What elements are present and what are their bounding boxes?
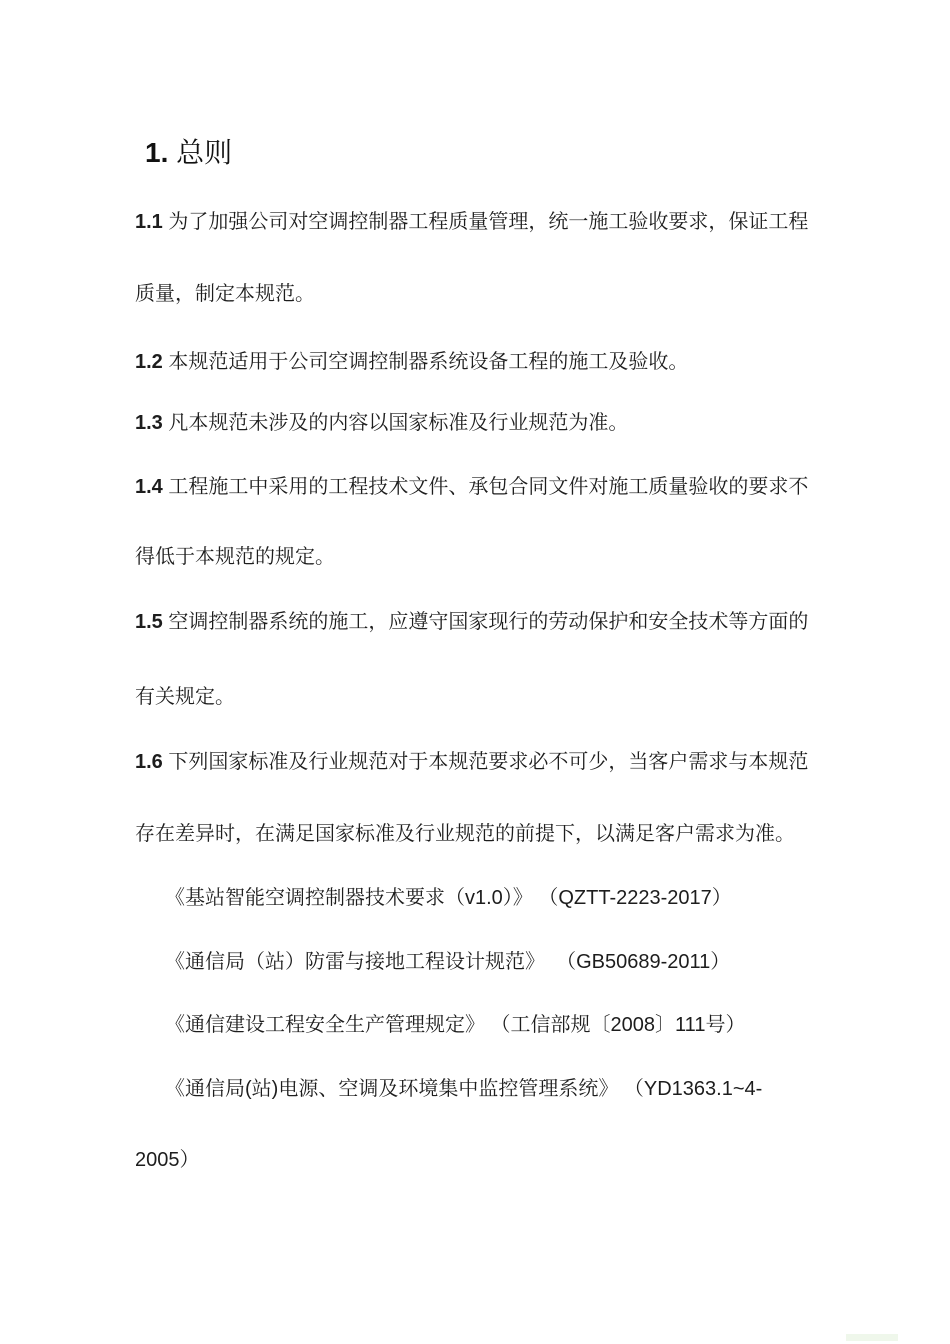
para-number: 1.5: [135, 611, 169, 633]
para-text: 下列国家标准及行业规范对于本规范要求必不可少，当客户需求与本规范: [168, 751, 809, 773]
para-text: 有关规定。: [135, 686, 235, 708]
para-text: 《通信局(站)电源、空调及环境集中监控管理系统》 （YD1363.1~4-: [165, 1078, 763, 1100]
para-text: 《通信局（站）防雷与接地工程设计规范》 （GB50689-2011）: [165, 951, 731, 973]
para-1-5-line-2: [135, 680, 235, 709]
para-text: 为了加强公司对空调控制器工程质量管理，统一施工验收要求，保证工程: [168, 211, 809, 233]
section-heading-text: 总则: [176, 137, 233, 168]
reference-standard-4-line-2: [135, 1143, 200, 1172]
para-text: 得低于本规范的规定。: [135, 546, 335, 568]
reference-standard-4-line-1: [165, 1072, 762, 1101]
para-text: 质量，制定本规范。: [135, 283, 315, 305]
para-1-6-line-2: [135, 817, 795, 846]
para-number: 1.2: [135, 351, 169, 373]
para-text: 《基站智能空调控制器技术要求（v1.0）》 （QZTT-2223-2017）: [165, 887, 732, 909]
para-number: 1.1: [135, 211, 169, 233]
para-1-4-line-1: [135, 470, 808, 499]
reference-standard-2: [165, 945, 730, 974]
para-1-3-line-1: [135, 406, 628, 435]
para-1-1-line-1: [135, 205, 808, 234]
watermark-artifact: [846, 1334, 898, 1341]
section-heading-number: 1.: [145, 137, 177, 168]
para-1-1-line-2: [135, 277, 315, 306]
para-1-2-line-1: [135, 345, 688, 374]
para-text: 凡本规范未涉及的内容以国家标准及行业规范为准。: [168, 412, 629, 434]
para-1-6-line-1: [135, 745, 808, 774]
reference-standard-1: [165, 881, 732, 910]
para-number: 1.6: [135, 751, 169, 773]
para-text: 存在差异时，在满足国家标准及行业规范的前提下，以满足客户需求为准。: [135, 823, 795, 845]
para-1-4-line-2: [135, 540, 335, 569]
para-text: 《通信建设工程安全生产管理规定》 （工信部规〔2008〕111号）: [165, 1014, 746, 1036]
para-text: 空调控制器系统的施工，应遵守国家现行的劳动保护和安全技术等方面的: [168, 611, 809, 633]
reference-standard-3: [165, 1008, 745, 1037]
para-number: 1.3: [135, 412, 169, 434]
section-heading: [145, 131, 232, 171]
para-text: 2005）: [135, 1149, 200, 1171]
para-text: 本规范适用于公司空调控制器系统设备工程的施工及验收。: [168, 351, 689, 373]
para-1-5-line-1: [135, 605, 808, 634]
para-text: 工程施工中采用的工程技术文件、承包合同文件对施工质量验收的要求不: [168, 476, 809, 498]
para-number: 1.4: [135, 476, 169, 498]
